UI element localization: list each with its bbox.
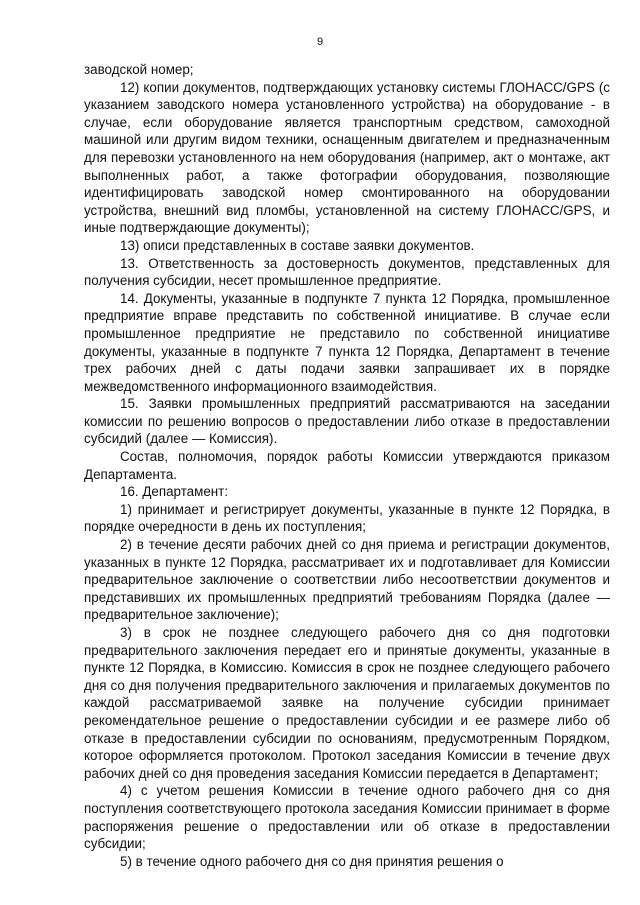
- paragraph-item-13: 13) описи представленных в составе заявки документов.: [120, 237, 475, 253]
- paragraph-subitem-4: 4) с учетом решения Комиссии в течение одного рабочего дня со дня поступления соответствующего протокола заседания Комиссии принимает в форме распоряжения решение о предоставлении или об отказе в предоставлении субсидии;: [84, 783, 610, 852]
- paragraph-subitem-2: 2) в течение десяти рабочих дней со дня приема и регистрации документов, указанных в пункте 12 Порядка, рассматривает их и подготавливает для Комиссии предварительное заключение о соответствии либо несоответствии документов и представивших их промышленных предприятий требованиям Порядка (далее — предварительное заключение);: [84, 537, 610, 623]
- paragraph-item-12: 12) копии документов, подтверждающих установку системы ГЛОНАСС/GPS (с указанием заводского номера установленного устройства) на оборудование - в случае, если оборудование является транспортным средством, самоходной машиной или другим видом техники, оснащенным двигателем и предназначенным для перевозки установленного на нем оборудования (например, акт о монтаже, акт выполненных работ, а также фотографии оборудования, позволяющие идентифицировать заводской номер смонтированного на оборудовании устройства, внешний вид пломбы, установленной на систему ГЛОНАСС/GPS, и иные подтверждающие документы);: [84, 79, 610, 236]
- paragraph-clause-15: 15. Заявки промышленных предприятий рассматриваются на заседании комиссии по решению вопросов о предоставлении либо отказе в предоставлении субсидий (далее — Комиссия).: [84, 396, 610, 447]
- paragraph-clause-16: 16. Департамент:: [120, 484, 229, 500]
- paragraph-subitem-1: 1) принимает и регистрирует документы, указанные в пункте 12 Порядка, в порядке очередности в день их поступления;: [84, 501, 610, 535]
- paragraph-subitem-5: 5) в течение одного рабочего дня со дня принятия решения о: [120, 853, 504, 869]
- paragraph-subitem-3: 3) в срок не позднее следующего рабочего дня со дня подготовки предварительного заключения передает его и принятые документы, указанные в пункте 12 Порядка, в Комиссию. Комиссия в срок не позднее следующего рабочего дня со дня получения предварительного заключения и прилагаемых документов по каждой рассматриваемой заявке на получение субсидии принимает рекомендательное решение о предоставлении субсидии и ее размере либо об отказе в предоставлении субсидии по основаниям, предусмотренным Порядком, которое оформляется протоколом. Протокол заседания Комиссии в течение двух рабочих дней со дня проведения заседания Комиссии передается в Департамент;: [84, 625, 610, 781]
- document-body: [84, 61, 610, 870]
- paragraph-continuation: заводской номер;: [84, 62, 194, 77]
- page-number: 9: [316, 36, 324, 48]
- paragraph-clause-14: 14. Документы, указанные в подпункте 7 пункта 12 Порядка, промышленное предприятие вправе представить по собственной инициативе. В случае если промышленное предприятие не представило по собственной инициативе документы, указанные в подпункте 7 пункта 12 Порядка, Департамент в течение трех рабочих дней с даты подачи заявки запрашивает их в порядке межведомственного информационного взаимодействия.: [84, 290, 610, 394]
- paragraph-clause-13: 13. Ответственность за достоверность документов, представленных для получения субсидии, несет промышленное предприятие.: [84, 255, 610, 289]
- paragraph-commission-composition: Состав, полномочия, порядок работы Комиссии утверждаются приказом Департамента.: [84, 449, 610, 482]
